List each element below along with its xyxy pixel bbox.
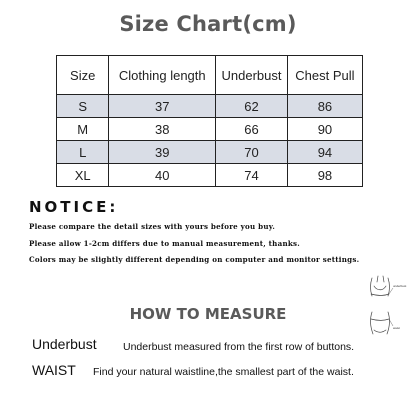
cell-underbust: 70 bbox=[216, 141, 288, 164]
header-chest-pull: Chest Pull bbox=[287, 56, 362, 95]
table-row bbox=[57, 95, 363, 118]
notice-line: Please compare the detail sizes with yours before you buy. bbox=[29, 222, 276, 231]
measure-term-underbust: Underbust bbox=[32, 336, 97, 352]
cell-underbust: 62 bbox=[216, 95, 288, 118]
cell-clothing-length: 40 bbox=[109, 164, 216, 187]
cell-clothing-length: 38 bbox=[109, 118, 216, 141]
measure-desc-waist: Find your natural waistline,the smallest part of the waist. bbox=[93, 366, 354, 378]
table-header-row bbox=[57, 56, 363, 95]
header-clothing-length: Clothing length bbox=[109, 56, 216, 95]
cell-underbust: 66 bbox=[216, 118, 288, 141]
cell-size: L bbox=[57, 141, 109, 164]
table-row bbox=[57, 164, 363, 187]
how-to-measure-heading: HOW TO MEASURE bbox=[129, 305, 287, 323]
cell-clothing-length: 39 bbox=[109, 141, 216, 164]
cell-clothing-length: 37 bbox=[109, 95, 216, 118]
table-row bbox=[57, 141, 363, 164]
cell-size: M bbox=[57, 118, 109, 141]
header-underbust: Underbust bbox=[216, 56, 288, 95]
cell-size: XL bbox=[57, 164, 109, 187]
illustration-label-underbust: underbust bbox=[393, 284, 407, 288]
page-title: Size Chart(cm) bbox=[119, 12, 297, 36]
header-size: Size bbox=[57, 56, 109, 95]
notice-line: Colors may be slightly different depending on computer and monitor settings. bbox=[29, 255, 360, 264]
measure-desc-underbust: Underbust measured from the first row of buttons. bbox=[123, 341, 355, 353]
notice-heading: NOTICE: bbox=[29, 198, 119, 216]
cell-chest-pull: 86 bbox=[287, 95, 362, 118]
cell-underbust: 74 bbox=[216, 164, 288, 187]
illustration-label-waist: waist bbox=[393, 326, 400, 330]
table-row bbox=[57, 118, 363, 141]
cell-size: S bbox=[57, 95, 109, 118]
notice-line: Please allow 1-2cm differs due to manual measurement, thanks. bbox=[29, 239, 300, 248]
measure-term-waist: WAIST bbox=[32, 362, 76, 378]
cell-chest-pull: 98 bbox=[287, 164, 362, 187]
size-chart-table bbox=[56, 55, 363, 187]
cell-chest-pull: 90 bbox=[287, 118, 362, 141]
cell-chest-pull: 94 bbox=[287, 141, 362, 164]
